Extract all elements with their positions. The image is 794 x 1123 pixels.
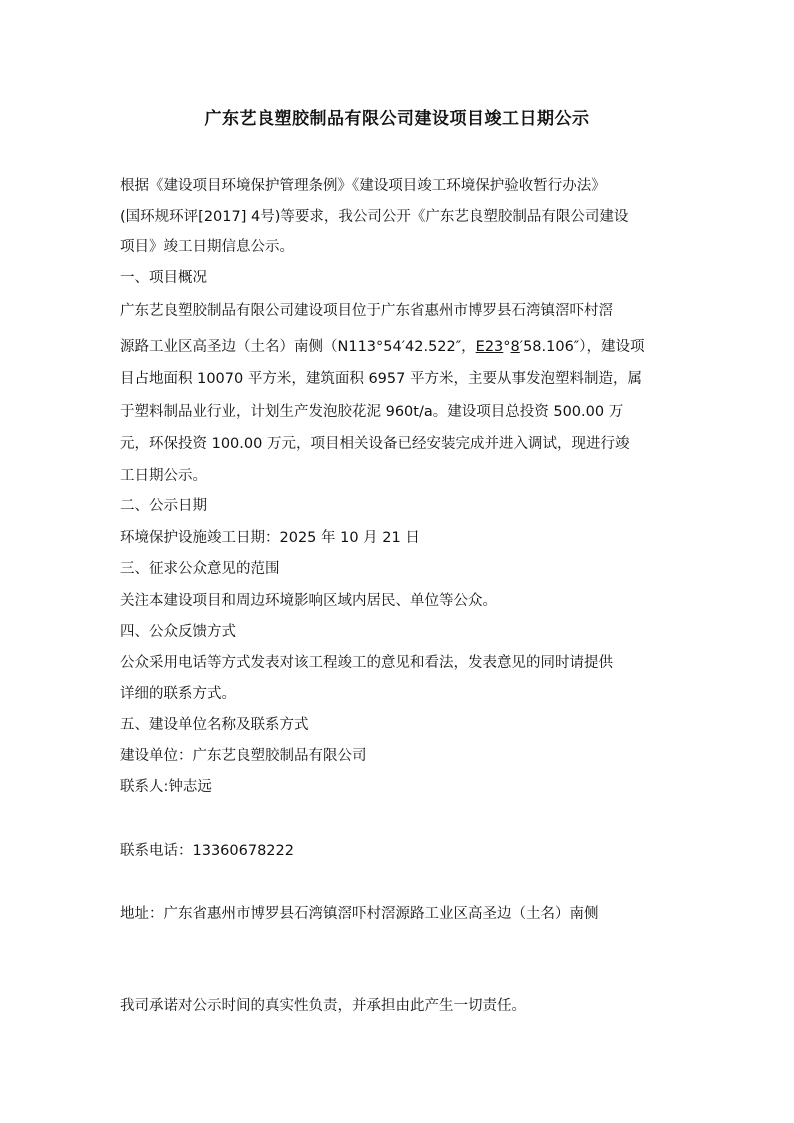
- document-title: 广东艺良塑胶制品有限公司建设项目竣工日期公示: [204, 109, 590, 129]
- section1-line-2: [120, 337, 690, 357]
- contact-person: 联系人:钟志远: [120, 779, 212, 795]
- section5-heading: 五、建设单位名称及联系方式: [120, 717, 309, 733]
- construction-unit: 建设单位：广东艺良塑胶制品有限公司: [120, 748, 367, 764]
- section1-line-5: 元，环保投资 100.00 万元，项目相关设备已经安装完成并进入调试，现进行竣: [120, 436, 630, 452]
- latitude-underlined-1: E23: [475, 339, 504, 355]
- section3-line-1: 关注本建设项目和周边环境影响区域内居民、单位等公众。: [120, 593, 497, 609]
- section4-heading: 四、公众反馈方式: [120, 624, 236, 640]
- section4-line-1: 公众采用电话等方式发表对该工程竣工的意见和看法，发表意见的同时请提供: [120, 655, 613, 671]
- contact-address: 地址：广东省惠州市博罗县石湾镇滘吓村滘源路工业区高圣边（土名）南侧: [120, 906, 599, 922]
- latitude-underlined-2: 8: [510, 339, 520, 355]
- section1-line-2b: °: [503, 339, 511, 355]
- section1-line-1: 广东艺良塑胶制品有限公司建设项目位于广东省惠州市博罗县石湾镇滘吓村滘: [120, 303, 613, 319]
- contact-phone: 联系电话：13360678222: [120, 843, 294, 859]
- completion-date: 环境保护设施竣工日期：2025 年 10 月 21 日: [120, 530, 420, 546]
- section1-line-3: 目占地面积 10070 平方米，建筑面积 6957 平方米，主要从事发泡塑料制造，属: [120, 371, 642, 387]
- intro-line-3: 项目》竣工日期信息公示。: [120, 239, 294, 255]
- section1-line-2c: ′58.106″），建设项: [519, 339, 645, 355]
- commitment-statement: 我司承诺对公示时间的真实性负责，并承担由此产生一切责任。: [120, 998, 526, 1014]
- section3-heading: 三、征求公众意见的范围: [120, 561, 280, 577]
- intro-line-2: (国环规环评[2017] 4号)等要求，我公司公开《广东艺良塑胶制品有限公司建设: [120, 209, 629, 225]
- section2-heading: 二、公示日期: [120, 498, 207, 514]
- section1-line-4: 于塑料制品业行业，计划生产发泡胶花泥 960t/a。建设项目总投资 500.00 万: [120, 404, 624, 420]
- section1-line-6: 工日期公示。: [120, 468, 207, 484]
- section1-line-2a: 源路工业区高圣边（土名）南侧（N113°54′42.522″，: [120, 339, 476, 355]
- section1-heading: 一、项目概况: [120, 270, 207, 286]
- section4-line-2: 详细的联系方式。: [120, 686, 236, 702]
- intro-line-1: 根据《建设项目环境保护管理条例》《建设项目竣工环境保护验收暂行办法》: [120, 178, 606, 194]
